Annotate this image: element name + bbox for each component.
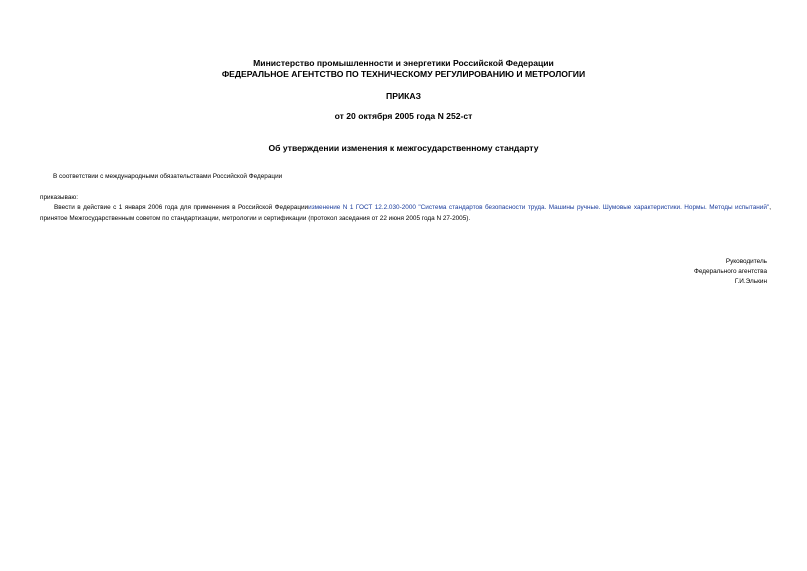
orders-word: приказываю: [40,194,78,201]
body-text-after-link: , принятое Межгосударственным советом по стандартизации, метрологии и сертификации (протокол заседания от 22 июня 2005 года N 27-2005). [40,204,771,222]
body-text-before-link: Ввести в действие с 1 января 2006 года для применения в Российской Федерации [54,204,309,211]
standard-amendment-link[interactable]: изменение N 1 ГОСТ 12.2.030-2000 "Система стандартов безопасности труда. Машины ручные. Шумовые характеристики. Нормы. Методы испытаний" [308,204,770,211]
basis-paragraph: В соответствии с международными обязательствами Российской Федерации [53,173,283,180]
signature-name: Г.И.Элькин [734,278,767,285]
document-date: от 20 октября 2005 года N 252-ст [334,111,473,121]
signature-title-line2: Федерального агентства [693,268,767,275]
ministry-name: Министерство промышленности и энергетики Российской Федерации [253,58,554,68]
signature-title-line1: Руководитель [725,258,767,265]
document-type: ПРИКАЗ [386,91,421,101]
body-paragraph [40,203,771,224]
document-subject: Об утверждении изменения к межгосударственному стандарту [268,143,539,153]
agency-name: ФЕДЕРАЛЬНОЕ АГЕНТСТВО ПО ТЕХНИЧЕСКОМУ РЕГУЛИРОВАНИЮ И МЕТРОЛОГИИ [221,69,586,79]
